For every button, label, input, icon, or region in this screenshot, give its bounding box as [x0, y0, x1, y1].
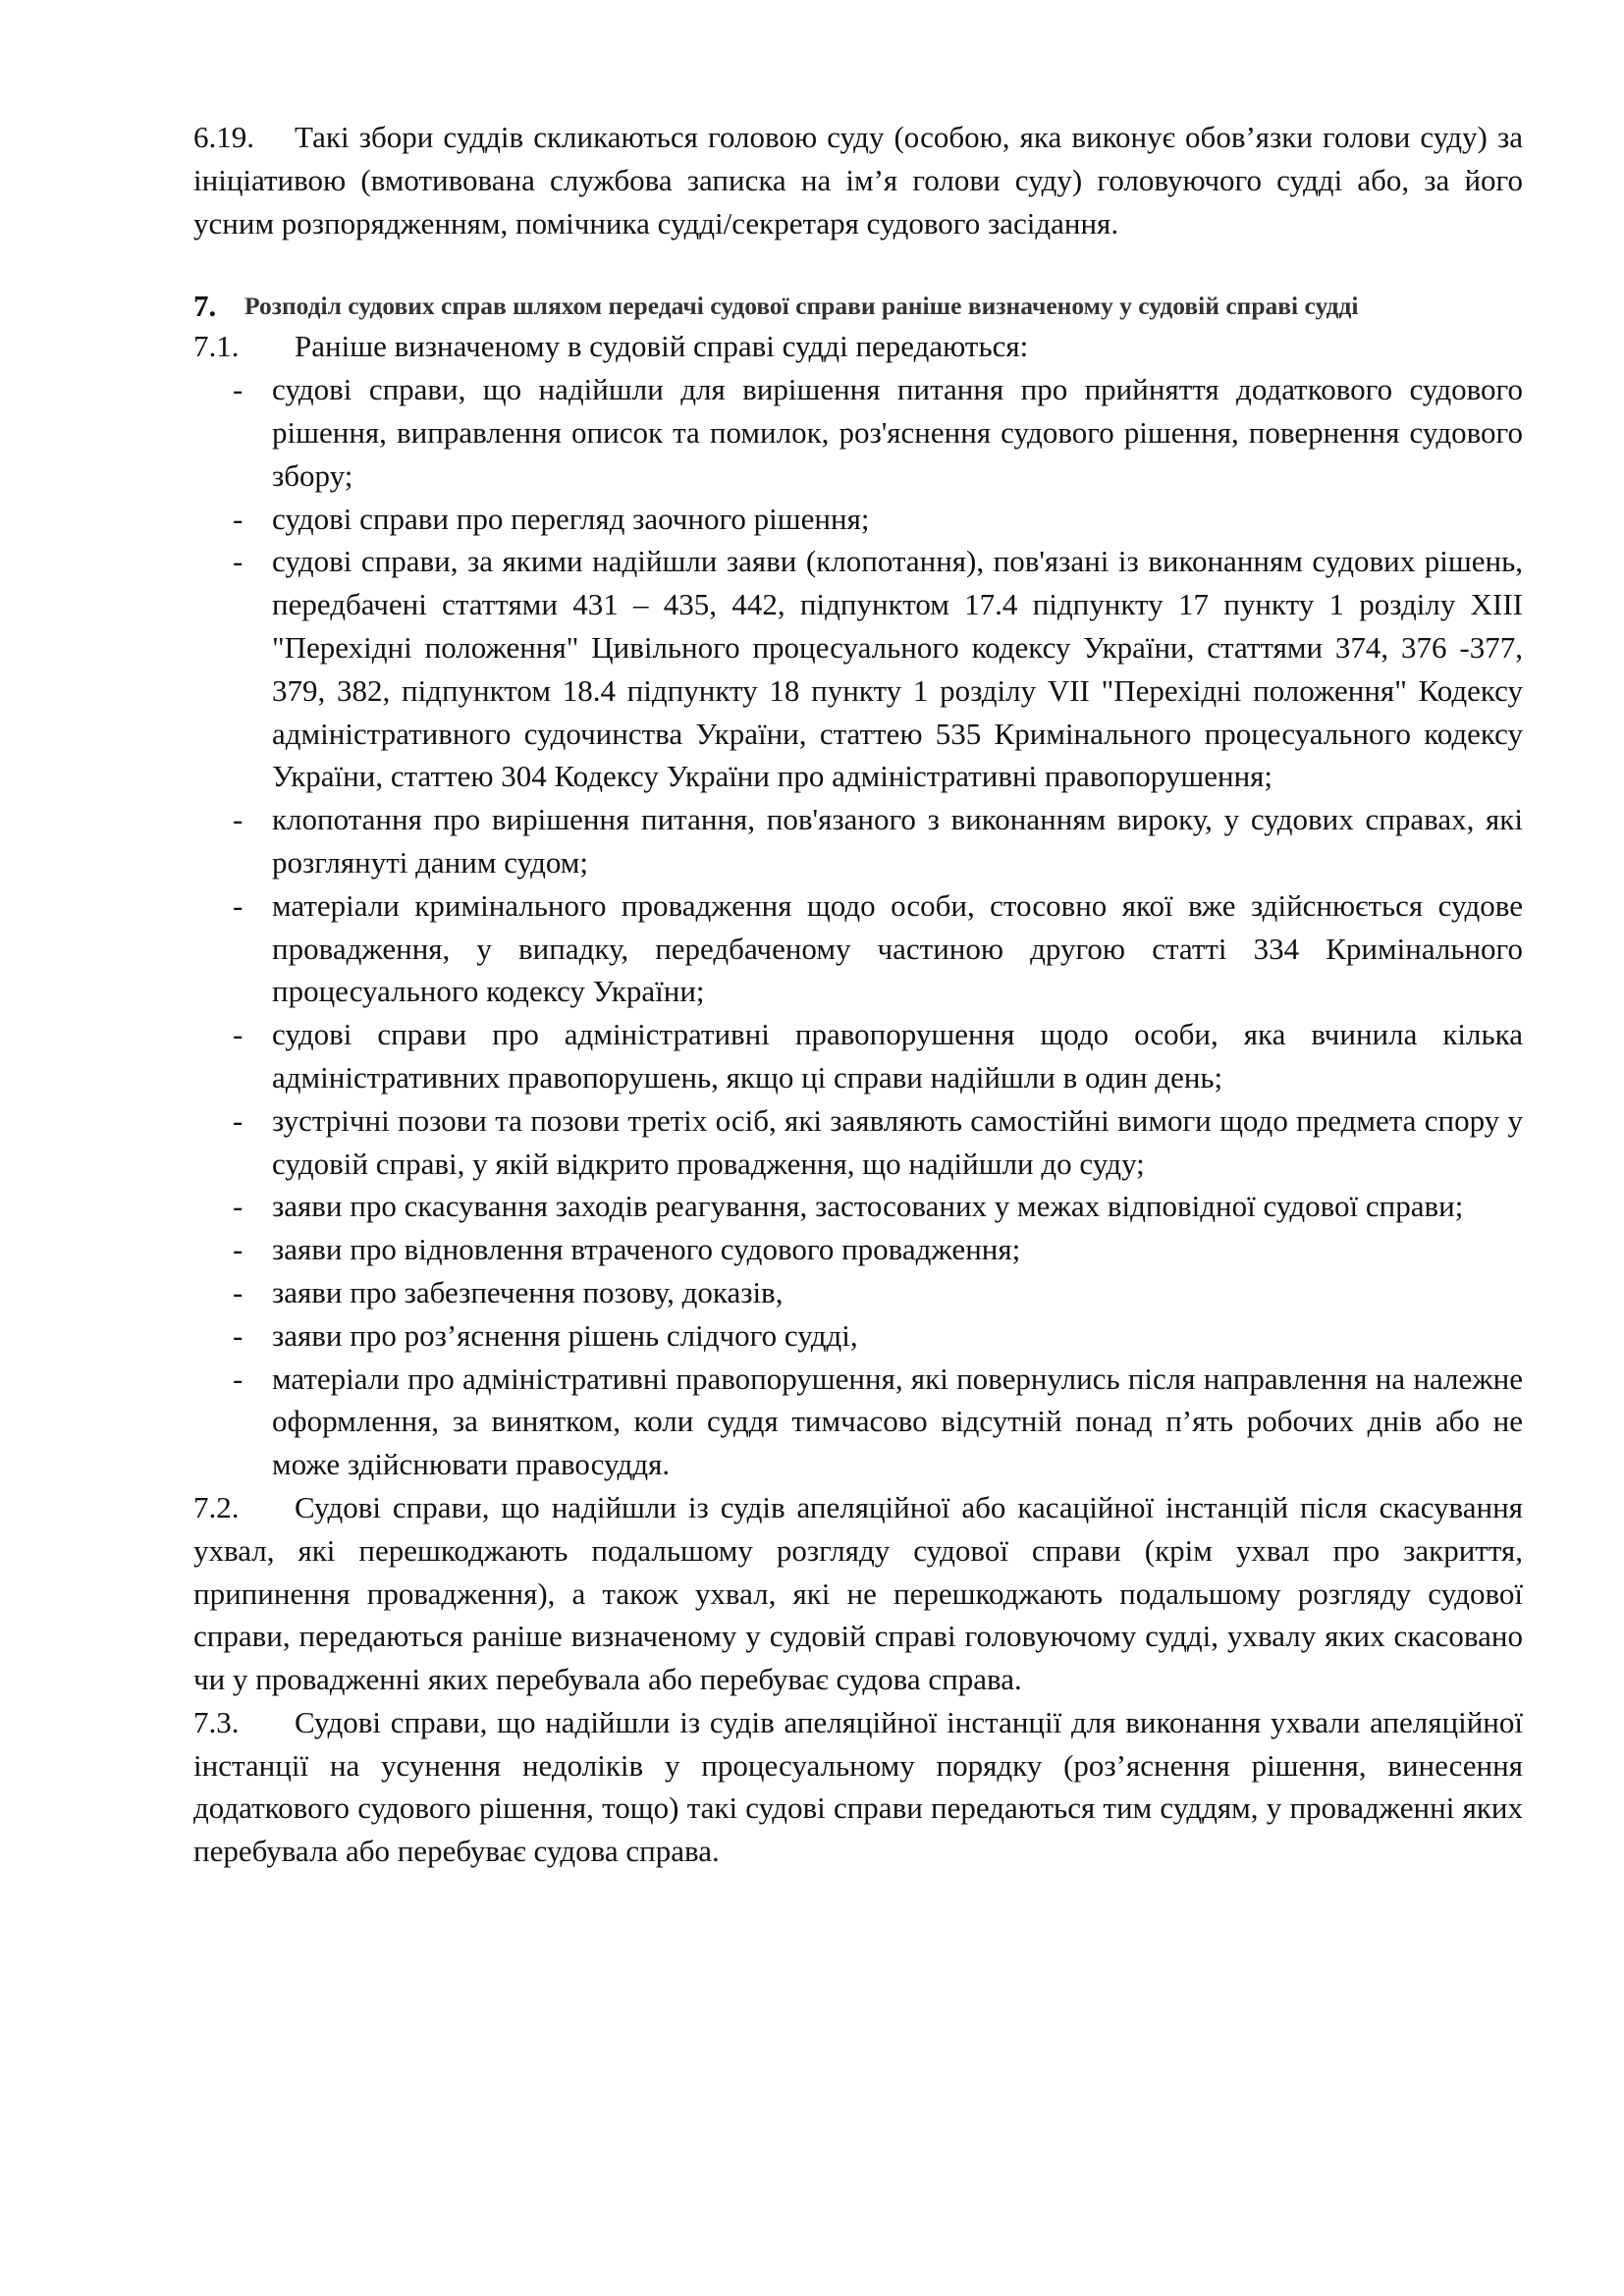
- paragraph-6-19: [193, 116, 1523, 244]
- bullet-dash: -: [233, 802, 244, 837]
- list-item: [193, 498, 1523, 541]
- bullet-dash: -: [233, 1189, 244, 1224]
- bullet-dash: -: [233, 1361, 244, 1396]
- list-item-text: судові справи, що надійшли для вирішення питання про прийняття додаткового судового рішення, виправлення описок та помилок, роз'яснення судового рішення, повернення судового збору;: [272, 372, 1523, 493]
- list-item: [193, 1013, 1523, 1099]
- section-number: 7.: [193, 289, 217, 324]
- list-item-text: заяви про роз’яснення рішень слідчого судді,: [272, 1317, 858, 1353]
- list-item-text: матеріали кримінального провадження щодо особи, стосовно якої вже здійснюється судове провадження, у випадку, передбаченому частиною другою статті 334 Кримінального процесуального кодексу України;: [272, 887, 1523, 1009]
- bullet-dash: -: [233, 1232, 244, 1267]
- list-item-text: клопотання про вирішення питання, пов'язаного з виконанням вироку, у судових справах, які розглянуті даним судом;: [272, 802, 1523, 880]
- bullet-dash: -: [233, 887, 244, 923]
- list-item-text: судові справи про перегляд заочного рішення;: [272, 501, 870, 536]
- bullet-dash: -: [233, 372, 244, 407]
- bullet-dash: -: [233, 1317, 244, 1353]
- paragraph-number: 7.1.: [193, 329, 240, 364]
- paragraph-7-1: [193, 325, 1523, 368]
- list-item-text: матеріали про адміністративні правопорушення, які повернулись після направлення на належне оформлення, за винятком, коли суддя тимчасово відсутній понад п’ять робочих днів або не може здійснювати правосуддя.: [272, 1361, 1523, 1482]
- section-title: Розподіл судових справ шляхом передачі судової справи раніше визначеному у судовій справі судді: [244, 292, 1359, 321]
- paragraph-7-2: [193, 1486, 1523, 1701]
- bullet-dash: -: [233, 544, 244, 579]
- list-item: [193, 368, 1523, 497]
- list-item-text: заяви про скасування заходів реагування, застосованих у межах відповідної судової справи;: [272, 1189, 1464, 1224]
- list-item: [193, 798, 1523, 884]
- paragraph-number: 7.3.: [193, 1704, 240, 1739]
- list-item-text: заяви про забезпечення позову, доказів,: [272, 1274, 784, 1309]
- paragraph-7-3: [193, 1701, 1523, 1873]
- list-item: [193, 540, 1523, 798]
- section-7-heading: [193, 288, 1523, 325]
- list-item: [193, 1271, 1523, 1314]
- paragraph-text: Судові справи, що надійшли із судів апеляційної або касаційної інстанцій після скасування ухвал, які перешкоджають подальшому розгляду судової справи (крім ухвал про закриття, припинення провадження), а також ухвал, які не перешкоджають подальшому розгляду судової справи, передаються раніше визначеному у судовій справі головуючому судді, ухвалу яких скасовано чи у провадженні яких перебувала або перебуває судова справа.: [193, 1489, 1523, 1697]
- list-item-text: зустрічні позови та позови третіх осіб, які заявляють самостійні вимоги щодо предмета спору у судовій справі, у якій відкрито провадження, що надійшли до суду;: [272, 1102, 1523, 1181]
- paragraph-text: Судові справи, що надійшли із судів апеляційної інстанції для виконання ухвали апеляційної інстанції на усунення недоліків у процесуальному порядку (роз’яснення рішення, винесення додаткового судового рішення, тощо) такі судові справи передаються тим суддям, у провадженні яких перебувала або перебуває судова справа.: [193, 1704, 1523, 1869]
- document-page: [193, 116, 1523, 1873]
- list-item: [193, 1099, 1523, 1186]
- bullet-dash: -: [233, 1102, 244, 1138]
- list-item: [193, 1228, 1523, 1271]
- list-item: [193, 1185, 1523, 1228]
- list-item-text: судові справи, за якими надійшли заяви (клопотання), пов'язані із виконанням судових рішень, передбачені статтями 431 – 435, 442, підпунктом 17.4 підпункту 17 пункту 1 розділу XIII "Перехідні положення" Цивільного процесуального кодексу України, статтями 374, 376 -377, 379, 382, підпунктом 18.4 підпункту 18 пункту 1 розділу VII "Перехідні положення" Кодексу адміністративного судочинства України, статтею 535 Кримінального процесуального кодексу України, статтею 304 Кодексу України про адміністративні правопорушення;: [272, 544, 1523, 794]
- list-item-text: судові справи про адміністративні правопорушення щодо особи, яка вчинила кілька адміністративних правопорушень, якщо ці справи надійшли в один день;: [272, 1017, 1523, 1095]
- bullet-dash: -: [233, 1274, 244, 1309]
- paragraph-number: 6.19.: [193, 120, 254, 154]
- list-item-text: заяви про відновлення втраченого судового провадження;: [272, 1232, 1021, 1267]
- paragraph-text: Такі збори суддів скликаються головою суду (особою, яка виконує обов’язки голови суду) за ініціативою (вмотивована службова записка на ім’я голови суду) головуючого судді або, за його усним розпорядженням, помічника судді/секретаря судового засідання.: [193, 120, 1523, 240]
- paragraph-number: 7.2.: [193, 1489, 240, 1524]
- paragraph-text: Раніше визначеному в судовій справі судді передаються:: [295, 329, 1029, 364]
- bullet-list: [193, 368, 1523, 1486]
- bullet-dash: -: [233, 1017, 244, 1052]
- list-item: [193, 884, 1523, 1013]
- list-item: [193, 1314, 1523, 1358]
- list-item: [193, 1358, 1523, 1486]
- bullet-dash: -: [233, 501, 244, 536]
